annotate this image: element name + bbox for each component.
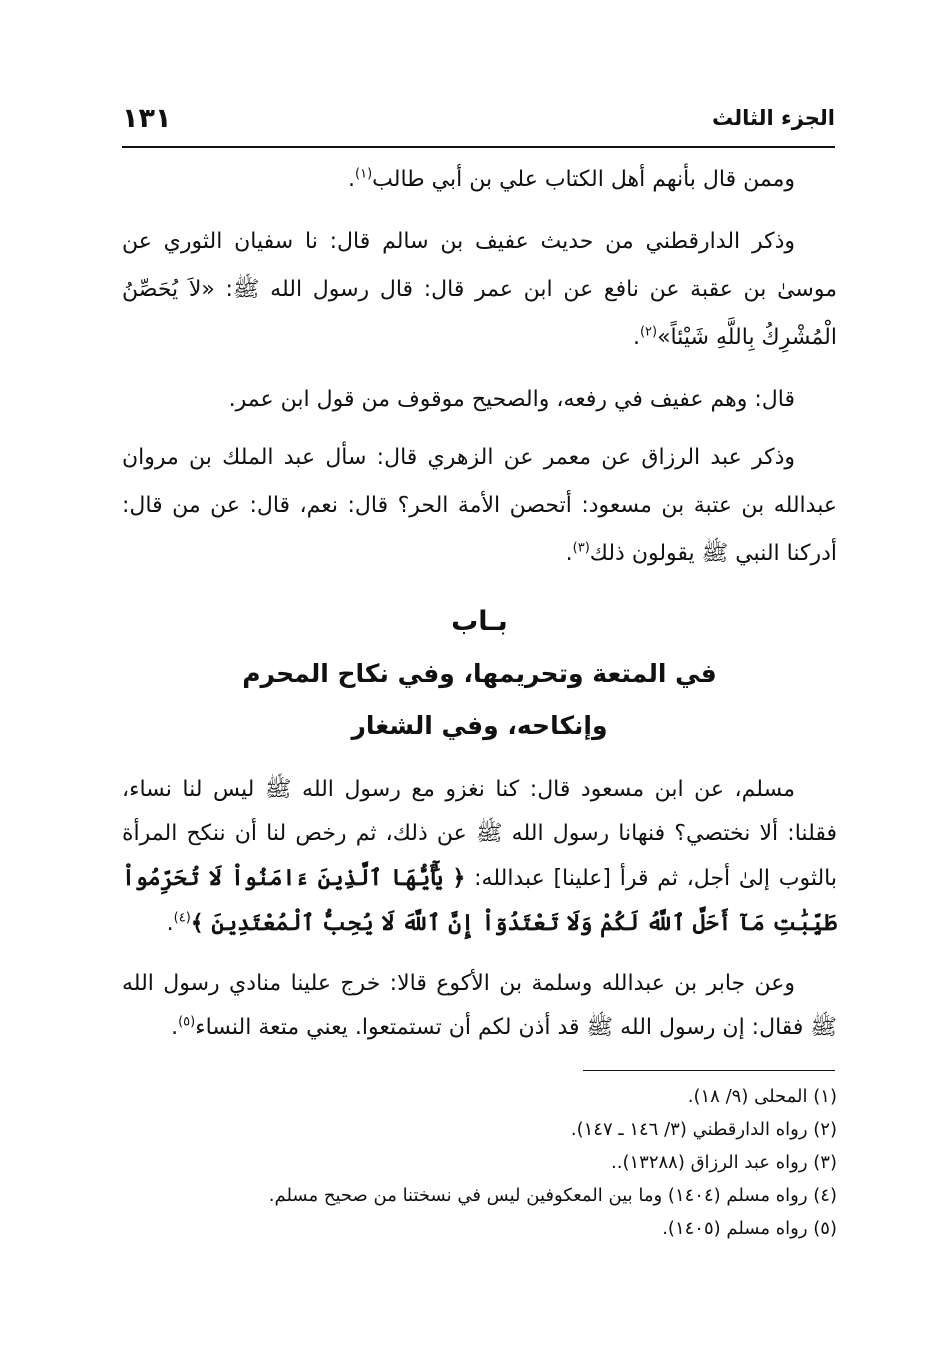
note-ref-3: (٣) [572, 540, 590, 556]
paragraph-4: وذكر عبد الرزاق عن معمر عن الزهري قال: سأل عبد الملك بن مروان عبدالله بن عتبة بن مسعود: أتحصن الأمة الحر؟ قال: نعم، قال: عن من قال: أدركنا النبي ﷺ يقولون ذلك$^{(٣)}$. [122, 445, 837, 566]
paragraph-3: قال: وهم عفيف في رفعه، والصحيح موقوف من قول ابن عمر. [228, 387, 795, 412]
chapter-title-line-1: في المتعة وتحريمها، وفي نكاح المحرم [242, 659, 717, 688]
footnotes [122, 1080, 837, 1245]
footnote-1: (١) المحلى (٩/ ١٨). [687, 1086, 837, 1107]
body-text-lower [122, 768, 837, 1066]
footnote-5: (٥) رواه مسلم (١٤٠٥). [662, 1218, 837, 1239]
chapter-heading [122, 596, 837, 752]
running-head: الجزء الثالث [712, 106, 835, 130]
header-rule [122, 146, 835, 148]
body-text-upper [122, 156, 837, 592]
footnote-2: (٢) رواه الدارقطني (٣/ ١٤٦ ـ ١٤٧). [570, 1119, 837, 1140]
note-ref-2: (٢) [639, 324, 658, 340]
page-number: ١٣١ [122, 102, 172, 134]
page-header [122, 94, 835, 142]
note-ref-1: (١) [355, 166, 373, 182]
footnote-rule [583, 1070, 835, 1071]
quran-verse: ﴿ يَٰٓأَيُّهَا ٱلَّذِينَ ءَامَنُواْ لَا تُحَرِّمُواْ طَيِّبَٰتِ مَآ أَحَلَّ ٱللَّهُ لَكُمْ وَلَا تَعْتَدُوٓاْ إِنَّ ٱللَّهَ لَا يُحِبُّ ٱلْمُعْتَدِينَ ﴾ [122, 865, 837, 936]
paragraph-1: وممن قال بأنهم أهل الكتاب علي بن أبي طالب$^{(١)}$. [348, 166, 795, 192]
note-ref-4: (٤) [173, 910, 191, 926]
paragraph-5: مسلم، عن ابن مسعود قال: كنا نغزو مع رسول الله ﷺ ليس لنا نساء، فقلنا: ألا نختصي؟ فنهانا رسول الله ﷺ عن ذلك، ثم رخص لنا أن ننكح المرأة بالثوب إلىٰ أجل، ثم قرأ [علينا] عبدالله: ﴿ يَٰٓأَيُّهَا ٱلَّذِينَ ءَامَنُواْ لَا تُحَرِّمُواْ طَيِّبَٰتِ مَآ أَحَلَّ ٱللَّهُ لَكُمْ وَلَا تَعْتَدُوٓاْ إِنَّ ٱللَّهَ لَا يُحِبُّ ٱلْمُعْتَدِينَ ﴾$^{(٤)}$. [122, 777, 837, 936]
paragraph-6: وعن جابر بن عبدالله وسلمة بن الأكوع قالا: خرج علينا منادي رسول الله ﷺ فقال: إن رسول الله ﷺ قد أذن لكم أن تستمتعوا. يعني متعة النساء$^{(٥)}$. [122, 971, 837, 1040]
footnote-4: (٤) رواه مسلم (١٤٠٤) وما بين المعكوفين ليس في نسختنا من صحيح مسلم. [268, 1185, 837, 1206]
paragraph-2: وذكر الدارقطني من حديث عفيف بن سالم قال: نا سفيان الثوري عن موسىٰ بن عقبة عن نافع عن ابن عمر قال: قال رسول الله ﷺ: «لاَ يُحَصِّنُ الْمُشْرِكُ بِاللَّهِ شَيْئاً»$^{(٢)}$. [122, 229, 837, 350]
note-ref-5: (٥) [178, 1014, 196, 1030]
footnote-3: (٣) رواه عبد الرزاق (١٣٢٨٨).. [611, 1152, 837, 1173]
chapter-label: بـاب [451, 606, 508, 637]
chapter-title-line-2: وإنكاحه، وفي الشغار [351, 711, 608, 740]
